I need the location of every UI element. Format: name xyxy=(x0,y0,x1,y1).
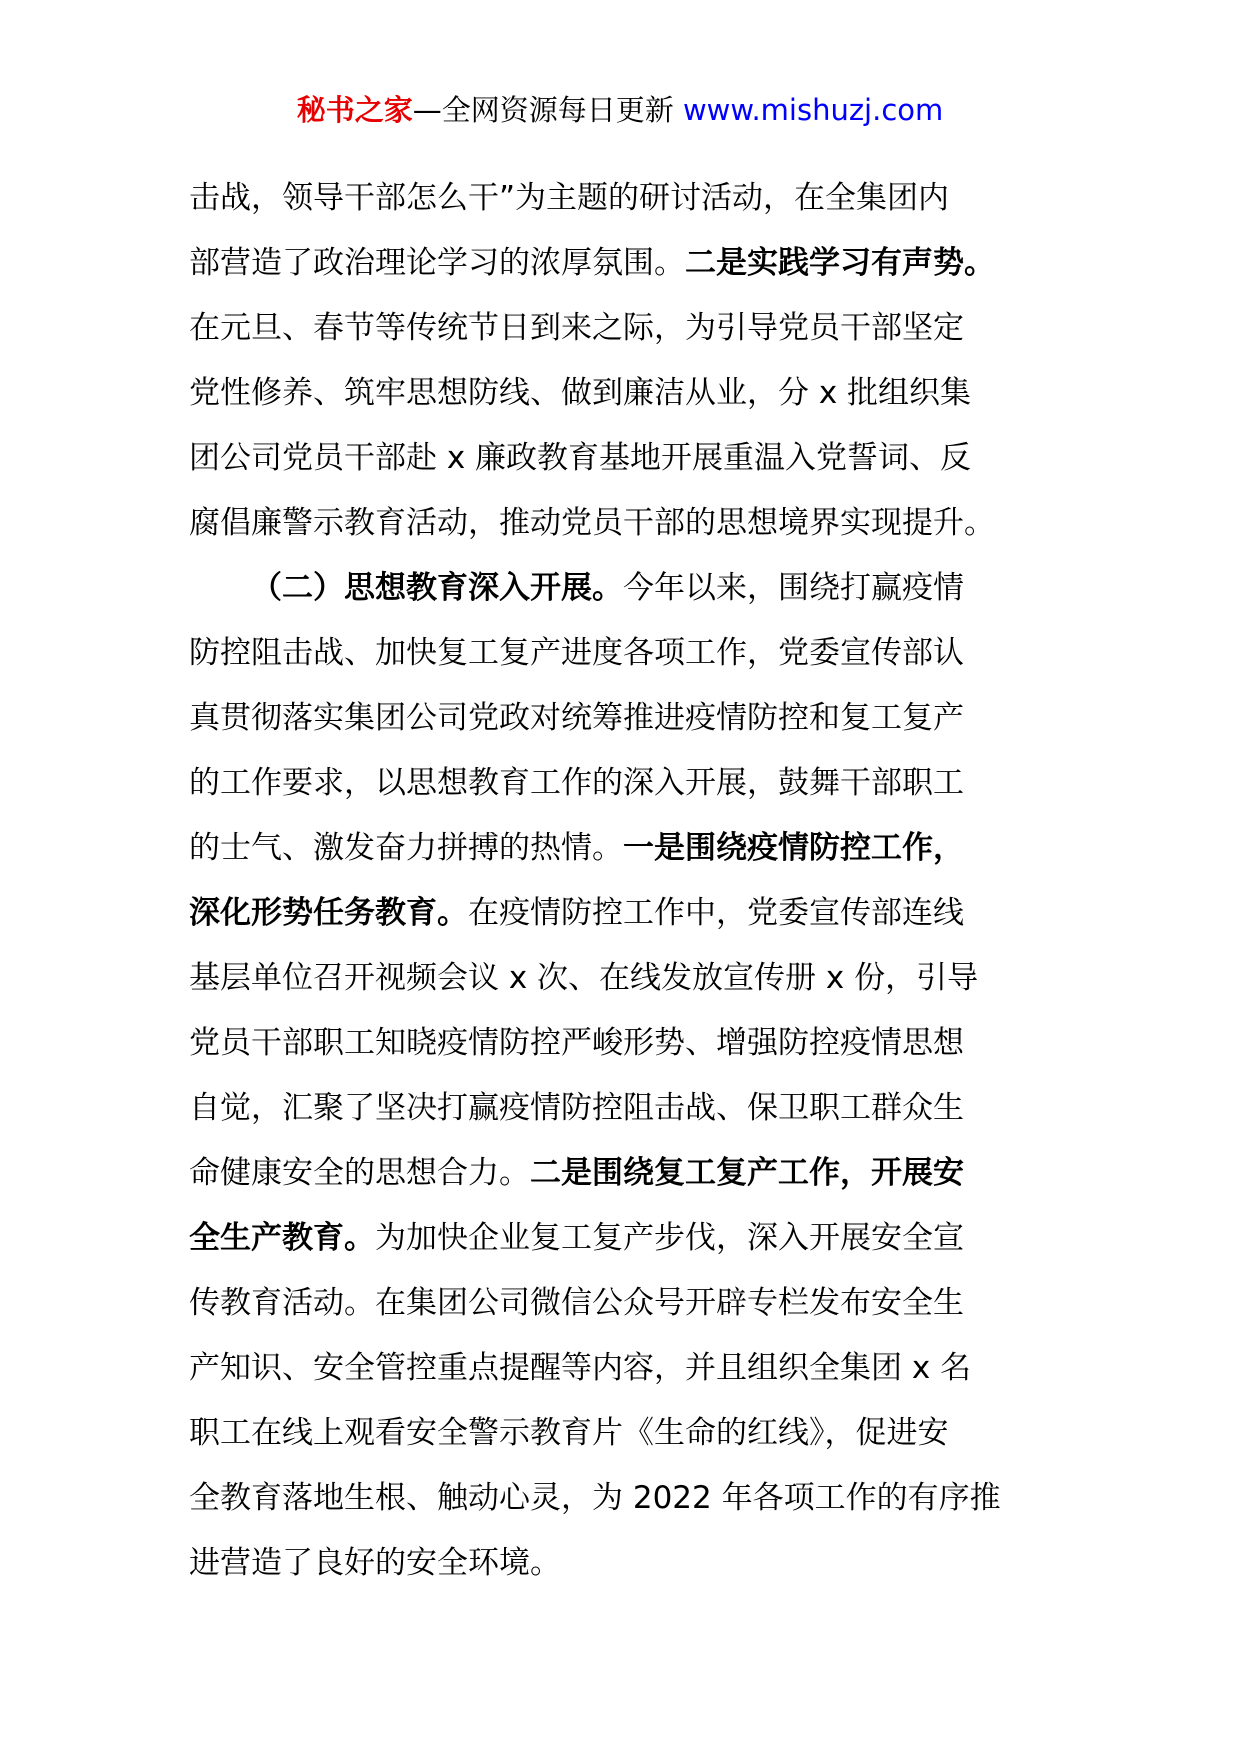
text-run: 在疫情防控工作中，党委宣传部连线 xyxy=(468,895,964,931)
header-url[interactable]: www.mishuzj.com xyxy=(682,93,944,127)
header-tagline: —全网资源每日更新 xyxy=(412,93,674,127)
bold-heading: 全生产教育。 xyxy=(189,1220,375,1256)
text-run: 腐倡廉警示教育活动，推动党员干部的思想境界实现提升。 xyxy=(189,505,995,541)
bold-heading: 二是实践学习有声势。 xyxy=(685,245,995,281)
text-run: 在元旦、春节等传统节日到来之际，为引导党员干部坚定 xyxy=(189,310,964,346)
text-run: 进营造了良好的安全环境。 xyxy=(189,1545,561,1581)
text-run: 党员干部职工知晓疫情防控严峻形势、增强防控疫情思想 xyxy=(189,1025,964,1061)
bold-heading: 一是围绕疫情防控工作， xyxy=(623,830,964,866)
text-run: 防控阻击战、加快复工复产进度各项工作，党委宣传部认 xyxy=(189,635,964,671)
text-run: 的士气、激发奋力拼搏的热情。 xyxy=(189,830,623,866)
text-line xyxy=(189,231,1069,296)
text-line xyxy=(189,881,1069,946)
text-line xyxy=(189,1466,1069,1531)
header-brand: 秘书之家 xyxy=(296,93,413,127)
text-line xyxy=(189,946,1069,1011)
text-run: 真贯彻落实集团公司党政对统筹推进疫情防控和复工复产 xyxy=(189,700,964,736)
text-line xyxy=(189,1271,1069,1336)
text-line xyxy=(189,556,1069,621)
text-run: 部营造了政治理论学习的浓厚氛围。 xyxy=(189,245,685,281)
section-heading: （二）思想教育深入开展。 xyxy=(251,570,623,606)
text-line xyxy=(189,426,1069,491)
text-line xyxy=(189,686,1069,751)
bold-heading: 深化形势任务教育。 xyxy=(189,895,468,931)
text-run: 今年以来，围绕打赢疫情 xyxy=(623,570,964,606)
text-run: 党性修养、筑牢思想防线、做到廉洁从业，分 x 批组织集 xyxy=(189,375,972,411)
text-run: 的工作要求，以思想教育工作的深入开展，鼓舞干部职工 xyxy=(189,765,964,801)
text-line xyxy=(189,166,1069,231)
text-run: 基层单位召开视频会议 x 次、在线发放宣传册 x 份，引导 xyxy=(189,960,979,996)
text-line xyxy=(189,1206,1069,1271)
text-line xyxy=(189,816,1069,881)
text-run: 产知识、安全管控重点提醒等内容，并且组织全集团 x 名 xyxy=(189,1350,972,1386)
page-header xyxy=(0,86,1240,134)
text-line xyxy=(189,1076,1069,1141)
text-line xyxy=(189,1401,1069,1466)
text-run: 全教育落地生根、触动心灵，为 2022 年各项工作的有序推 xyxy=(189,1480,1001,1516)
text-line xyxy=(189,1531,1069,1596)
text-line xyxy=(189,1336,1069,1401)
text-run: 击战，领导干部怎么干”为主题的研讨活动，在全集团内 xyxy=(189,180,950,216)
text-run: 团公司党员干部赴 x 廉政教育基地开展重温入党誓词、反 xyxy=(189,440,972,476)
text-run: 自觉，汇聚了坚决打赢疫情防控阻击战、保卫职工群众生 xyxy=(189,1090,964,1126)
text-run: 传教育活动。在集团公司微信公众号开辟专栏发布安全生 xyxy=(189,1285,964,1321)
text-line xyxy=(189,296,1069,361)
text-run: 为加快企业复工复产步伐，深入开展安全宣 xyxy=(375,1220,964,1256)
text-run: 职工在线上观看安全警示教育片《生命的红线》，促进安 xyxy=(189,1415,949,1451)
text-run: 命健康安全的思想合力。 xyxy=(189,1155,530,1191)
text-line xyxy=(189,1141,1069,1206)
text-line xyxy=(189,1011,1069,1076)
body-text xyxy=(189,166,1069,1596)
text-line xyxy=(189,751,1069,816)
bold-heading: 二是围绕复工复产工作，开展安 xyxy=(530,1155,964,1191)
text-line xyxy=(189,491,1069,556)
text-line xyxy=(189,621,1069,686)
text-line xyxy=(189,361,1069,426)
